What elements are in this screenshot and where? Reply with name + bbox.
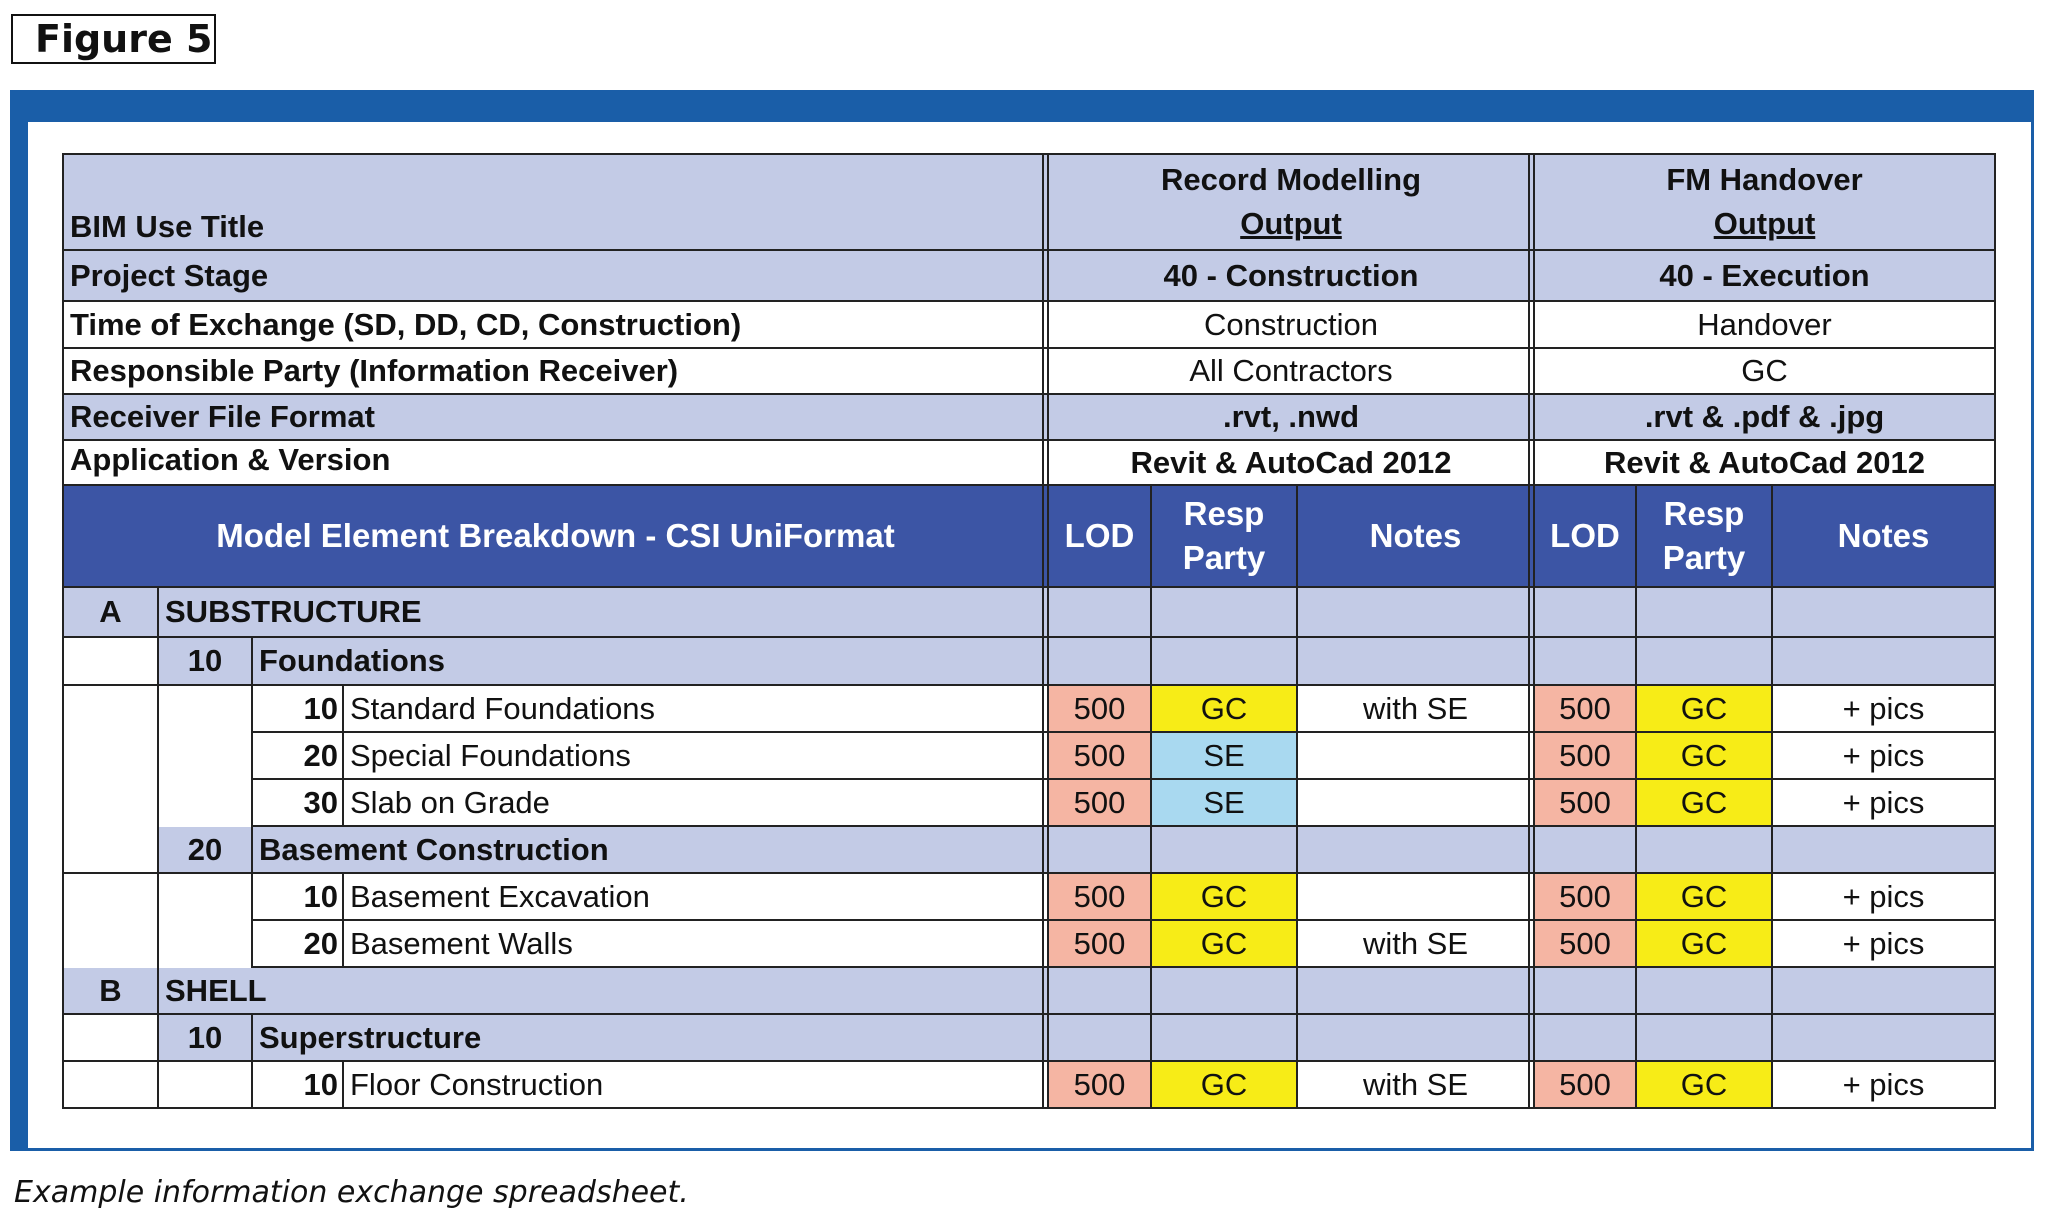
table-bottom-border xyxy=(62,1107,251,1109)
group-name: Basement Construction xyxy=(251,827,1047,874)
group-name: Superstructure xyxy=(251,1015,1047,1062)
header-line: Resp xyxy=(1183,495,1265,532)
notes-cell xyxy=(1296,638,1533,686)
resp-party-cell xyxy=(1150,1015,1296,1062)
notes-cell: + pics xyxy=(1771,780,1996,827)
info-label: Receiver File Format xyxy=(62,395,1047,441)
lod-cell: 500 xyxy=(1533,733,1635,780)
info-label: Project Stage xyxy=(62,251,1047,302)
lod-cell: 500 xyxy=(1047,733,1150,780)
info-label: Responsible Party (Information Receiver) xyxy=(62,349,1047,395)
figure-label: Figure 5 xyxy=(11,14,216,64)
notes-cell xyxy=(1296,827,1533,874)
info-value-record: 40 - Construction xyxy=(1047,251,1533,302)
lod-cell: 500 xyxy=(1533,874,1635,921)
lod-cell xyxy=(1047,827,1150,874)
notes-header: Notes xyxy=(1296,486,1533,588)
notes-cell xyxy=(1296,588,1533,638)
header-line: Party xyxy=(1662,539,1746,576)
indent-cell xyxy=(157,1062,251,1109)
group-code: 20 xyxy=(157,827,251,874)
lod-header: LOD xyxy=(1533,486,1635,588)
notes-cell xyxy=(1771,827,1996,874)
resp-party-cell xyxy=(1635,638,1771,686)
lod-cell: 500 xyxy=(1533,686,1635,733)
info-value-record xyxy=(1047,153,1533,251)
item-code: 20 xyxy=(251,921,342,968)
lod-cell: 500 xyxy=(1533,921,1635,968)
info-value-record: Revit & AutoCad 2012 xyxy=(1047,441,1533,486)
info-value-line: FM Handover xyxy=(1666,162,1863,197)
resp-party-cell xyxy=(1635,1015,1771,1062)
item-code: 10 xyxy=(251,686,342,733)
column-divider xyxy=(1528,153,1530,1109)
resp-party-header xyxy=(1635,486,1771,588)
indent-cell xyxy=(157,874,251,921)
info-value-fm: Revit & AutoCad 2012 xyxy=(1533,441,1996,486)
indent-cell xyxy=(62,638,157,686)
resp-party-cell: GC xyxy=(1635,921,1771,968)
info-value-fm: 40 - Execution xyxy=(1533,251,1996,302)
notes-cell: with SE xyxy=(1296,921,1533,968)
resp-party-cell: SE xyxy=(1150,780,1296,827)
indent-cell xyxy=(62,686,157,733)
info-value-record: Construction xyxy=(1047,302,1533,349)
lod-cell: 500 xyxy=(1047,686,1150,733)
item-name: Special Foundations xyxy=(342,733,1047,780)
group-code: 10 xyxy=(157,1015,251,1062)
section-name: SHELL xyxy=(157,968,1047,1015)
lod-cell xyxy=(1533,827,1635,874)
item-code: 10 xyxy=(251,874,342,921)
indent-cell xyxy=(157,686,251,733)
resp-party-cell: GC xyxy=(1150,1062,1296,1109)
info-value-line: Record Modelling xyxy=(1160,162,1422,197)
resp-party-cell: GC xyxy=(1635,686,1771,733)
resp-party-cell xyxy=(1150,827,1296,874)
indent-cell xyxy=(62,921,157,968)
notes-cell xyxy=(1296,780,1533,827)
item-name: Basement Excavation xyxy=(342,874,1047,921)
info-label: BIM Use Title xyxy=(62,153,1047,251)
column-divider xyxy=(1042,153,1044,1109)
item-code: 20 xyxy=(251,733,342,780)
indent-cell xyxy=(157,921,251,968)
resp-party-cell: GC xyxy=(1635,1062,1771,1109)
info-value-line: Output xyxy=(1713,206,1816,241)
item-name: Slab on Grade xyxy=(342,780,1047,827)
lod-cell xyxy=(1533,968,1635,1015)
section-code: A xyxy=(62,588,157,638)
indent-cell xyxy=(62,1062,157,1109)
notes-cell: + pics xyxy=(1771,1062,1996,1109)
resp-party-cell xyxy=(1635,827,1771,874)
info-value-line: Output xyxy=(1240,206,1342,241)
indent-cell xyxy=(157,780,251,827)
lod-cell xyxy=(1047,1015,1150,1062)
lod-cell xyxy=(1533,588,1635,638)
lod-cell xyxy=(1047,968,1150,1015)
info-value-fm xyxy=(1533,153,1996,251)
group-code: 10 xyxy=(157,638,251,686)
item-code: 30 xyxy=(251,780,342,827)
info-value-fm: .rvt & .pdf & .jpg xyxy=(1533,395,1996,441)
lod-cell: 500 xyxy=(1533,780,1635,827)
notes-cell: + pics xyxy=(1771,733,1996,780)
resp-party-cell: GC xyxy=(1150,921,1296,968)
resp-party-cell: GC xyxy=(1635,733,1771,780)
lod-header: LOD xyxy=(1047,486,1150,588)
notes-cell: + pics xyxy=(1771,686,1996,733)
resp-party-cell xyxy=(1635,588,1771,638)
lod-cell xyxy=(1533,1015,1635,1062)
indent-cell xyxy=(62,874,157,921)
item-name: Floor Construction xyxy=(342,1062,1047,1109)
section-name: SUBSTRUCTURE xyxy=(157,588,1047,638)
indent-cell xyxy=(62,733,157,780)
notes-cell xyxy=(1771,588,1996,638)
notes-cell: + pics xyxy=(1771,874,1996,921)
indent-cell xyxy=(62,780,157,827)
notes-cell xyxy=(1296,968,1533,1015)
item-name: Standard Foundations xyxy=(342,686,1047,733)
breakdown-header: Model Element Breakdown - CSI UniFormat xyxy=(62,486,1047,588)
notes-cell xyxy=(1771,968,1996,1015)
notes-cell: with SE xyxy=(1296,1062,1533,1109)
indent-cell xyxy=(157,733,251,780)
resp-party-cell xyxy=(1150,638,1296,686)
notes-cell xyxy=(1771,638,1996,686)
resp-party-cell xyxy=(1635,968,1771,1015)
lod-cell: 500 xyxy=(1533,1062,1635,1109)
section-code: B xyxy=(62,968,157,1015)
lod-cell xyxy=(1047,588,1150,638)
header-line: Resp xyxy=(1663,495,1745,532)
lod-cell: 500 xyxy=(1047,921,1150,968)
info-label: Application & Version xyxy=(62,441,1047,486)
header-line: Party xyxy=(1182,539,1266,576)
figure-caption: Example information exchange spreadsheet. xyxy=(14,1175,689,1210)
item-name: Basement Walls xyxy=(342,921,1047,968)
resp-party-cell xyxy=(1150,968,1296,1015)
info-value-record: All Contractors xyxy=(1047,349,1533,395)
info-value-fm: GC xyxy=(1533,349,1996,395)
notes-cell xyxy=(1296,733,1533,780)
resp-party-cell: GC xyxy=(1635,780,1771,827)
notes-header: Notes xyxy=(1771,486,1996,588)
lod-cell xyxy=(1533,638,1635,686)
lod-cell xyxy=(1047,638,1150,686)
info-value-fm: Handover xyxy=(1533,302,1996,349)
notes-cell xyxy=(1296,1015,1533,1062)
resp-party-cell: SE xyxy=(1150,733,1296,780)
notes-cell xyxy=(1296,874,1533,921)
resp-party-cell: GC xyxy=(1150,686,1296,733)
notes-cell xyxy=(1771,1015,1996,1062)
notes-cell: + pics xyxy=(1771,921,1996,968)
info-label: Time of Exchange (SD, DD, CD, Construction) xyxy=(62,302,1047,349)
info-value-record: .rvt, .nwd xyxy=(1047,395,1533,441)
notes-cell: with SE xyxy=(1296,686,1533,733)
lod-cell: 500 xyxy=(1047,1062,1150,1109)
lod-cell: 500 xyxy=(1047,780,1150,827)
resp-party-cell: GC xyxy=(1150,874,1296,921)
lod-cell: 500 xyxy=(1047,874,1150,921)
resp-party-cell: GC xyxy=(1635,874,1771,921)
indent-cell xyxy=(62,827,157,874)
resp-party-header xyxy=(1150,486,1296,588)
item-code: 10 xyxy=(251,1062,342,1109)
resp-party-cell xyxy=(1150,588,1296,638)
indent-cell xyxy=(62,1015,157,1062)
group-name: Foundations xyxy=(251,638,1047,686)
